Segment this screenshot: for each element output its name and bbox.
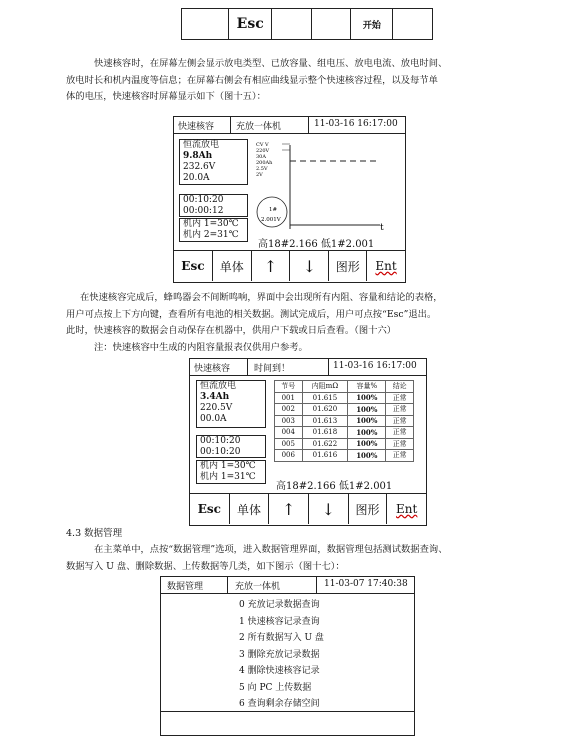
cell-conclusion: 正常: [386, 438, 414, 450]
cell-conclusion: 正常: [386, 427, 414, 439]
blank-key: [271, 9, 311, 40]
paragraph-results: [66, 290, 566, 356]
temp-box: [179, 218, 248, 242]
duration-time: 00:10:20: [200, 447, 241, 457]
cell-conclusion: 正常: [386, 404, 414, 416]
y-label: 200Ah: [256, 160, 273, 166]
data-management-screen: [160, 576, 415, 736]
cell-capacity: 100%: [348, 450, 386, 462]
mode-label: 快速核容: [194, 364, 231, 374]
screen-header: [174, 117, 405, 134]
cell-number: 1#: [269, 207, 278, 213]
menu-item-quick-test-records[interactable]: 1 快速核容记录查询: [239, 617, 320, 627]
cell-capacity: 100%: [348, 404, 386, 416]
menu-item-storage-space[interactable]: 6 查询剩余存储空间: [239, 699, 320, 709]
single-cell-key[interactable]: 单体: [230, 494, 270, 524]
single-cell-key[interactable]: 单体: [213, 251, 252, 281]
paragraph-quick-test: [66, 56, 566, 106]
quick-test-screen: [173, 116, 406, 283]
section-title: 数据管理: [84, 528, 123, 539]
y-label: 2.5V: [256, 166, 268, 172]
menu-item-delete-charge-records[interactable]: 3 删除充放记录数据: [239, 650, 320, 660]
voltage-value: 220.5V: [200, 403, 233, 413]
table-row[interactable]: [275, 392, 414, 404]
up-arrow-key[interactable]: ↑: [252, 251, 291, 281]
y-label: 220V: [256, 148, 270, 154]
top-button-row: [181, 8, 433, 40]
screen-header: [161, 577, 414, 594]
cell-resistance: 01.620: [302, 404, 348, 416]
down-arrow-key[interactable]: ↓: [309, 494, 349, 524]
time-box: [196, 435, 266, 458]
table-row[interactable]: [275, 415, 414, 427]
status-label: 时间到！: [254, 364, 291, 374]
x-axis-label: t: [380, 223, 384, 233]
cell-conclusion: 正常: [386, 450, 414, 462]
current-value: 00.0A: [200, 414, 227, 424]
cell-capacity: 100%: [348, 392, 386, 404]
paragraph-line: 在主菜单中，点按“数据管理”选项，进入数据管理界面，数据管理包括测试数据查询、: [94, 544, 448, 555]
start-key[interactable]: 开始: [351, 9, 393, 40]
elapsed-time: 00:10:20: [200, 436, 241, 446]
menu-item-delete-quick-test[interactable]: 4 删除快速核容记录: [239, 666, 320, 676]
battery-result-table: [274, 380, 414, 462]
blank-key: [393, 9, 433, 40]
discharge-chart: [254, 141, 382, 231]
paragraph-line: 在快速核容完成后，蜂鸣器会不间断鸣响，界面中会出现所有内阻、容量和结论的表格，: [80, 292, 443, 303]
discharge-type: 恒流放电: [183, 140, 220, 150]
graph-key[interactable]: 图形: [329, 251, 367, 281]
table-header-row: [275, 381, 414, 393]
elapsed-time: 00:10:20: [183, 195, 224, 205]
current-value: 20.0A: [183, 173, 210, 183]
min-max-readout: 高18#2.166 低1#2.001: [258, 239, 375, 250]
up-arrow-key[interactable]: ↑: [269, 494, 309, 524]
temp-1: 机内 1=30℃: [183, 219, 239, 229]
y-label: CV V: [256, 142, 269, 148]
cell-voltage: 2.001V: [261, 217, 281, 223]
cell-number: 005: [275, 438, 303, 450]
cell-resistance: 01.613: [302, 415, 348, 427]
cell-resistance: 01.616: [302, 450, 348, 462]
paragraph-line: 此时，快速核容的数据会自动保存在机器中，供用户下载或日后查看。（图十六）: [66, 325, 397, 336]
paragraph-line: 快速核容时，在屏幕左侧会显示放电类型、已放容量、组电压、放电电流、放电时间、: [94, 58, 448, 69]
cell-resistance: 01.618: [302, 427, 348, 439]
section-number: 4.3: [66, 528, 82, 539]
cell-number: 002: [275, 404, 303, 416]
cell-number: 003: [275, 415, 303, 427]
graph-key[interactable]: 图形: [349, 494, 388, 524]
datetime-label: 11-03-16 16:17:00: [333, 361, 417, 371]
menu-item-write-usb[interactable]: 2 所有数据写入 U 盘: [239, 633, 324, 643]
cell-resistance: 01.615: [302, 392, 348, 404]
cell-resistance: 01.622: [302, 438, 348, 450]
column-header: 容量%: [348, 381, 386, 393]
section-heading: [66, 525, 122, 539]
softkey-bar: [190, 493, 426, 524]
column-header: 内阻mΩ: [302, 381, 348, 393]
paragraph-line: 用户可点按上下方向键，查看所有电池的相关数据。测试完成后，用户可点按“Esc”退出。: [66, 308, 437, 320]
table-row[interactable]: [275, 438, 414, 450]
table-row[interactable]: [275, 450, 414, 462]
temp-2: 机内 1=31℃: [200, 472, 256, 482]
cell-number: 006: [275, 450, 303, 462]
paragraph-line: 数据写入 U 盘、删除数据、上传数据等几类，如下图示（图十七）：: [66, 560, 345, 572]
divider: [161, 711, 414, 712]
note-line: 注：快速核容中生成的内阻容量报表仅供用户参考。: [94, 341, 308, 353]
device-label: 充放一体机: [236, 122, 282, 132]
mode-label: 数据管理: [167, 582, 204, 592]
blank-key: [182, 9, 229, 40]
info-box: [196, 380, 266, 428]
column-header: 结论: [386, 381, 414, 393]
paragraph-line: 放电时长和机内温度等信息；在屏幕右侧会有相应曲线显示整个快速核容过程，以及每节单: [66, 74, 438, 86]
time-box: [179, 194, 248, 217]
cell-conclusion: 正常: [386, 415, 414, 427]
screen-header: [190, 359, 426, 376]
info-box: [179, 139, 248, 185]
cell-capacity: 100%: [348, 438, 386, 450]
temp-box: [196, 460, 266, 484]
column-header: 节号: [275, 381, 303, 393]
cell-number: 004: [275, 427, 303, 439]
cell-capacity: 100%: [348, 415, 386, 427]
esc-key[interactable]: Esc: [229, 9, 272, 40]
temp-1: 机内 1=30℃: [200, 461, 256, 471]
blank-key: [311, 9, 351, 40]
menu-item-upload-pc[interactable]: 5 向 PC 上传数据: [239, 683, 312, 693]
legend-ticks: [282, 144, 290, 150]
capacity-value: 3.4Ah: [200, 392, 230, 402]
softkey-bar: [174, 250, 405, 281]
table-row[interactable]: [275, 404, 414, 416]
cell-capacity: 100%: [348, 427, 386, 439]
cell-conclusion: 正常: [386, 392, 414, 404]
y-label: 30A: [256, 154, 266, 160]
min-max-readout: 高18#2.166 低1#2.001: [276, 481, 393, 492]
datetime-label: 11-03-07 17:40:38: [324, 579, 408, 589]
paragraph-data-management: [66, 542, 566, 575]
discharge-type: 恒流放电: [200, 381, 237, 391]
down-arrow-key[interactable]: ↓: [290, 251, 329, 281]
capacity-value: 9.8Ah: [183, 151, 213, 161]
temp-2: 机内 2=31℃: [183, 230, 239, 240]
mode-label: 快速核容: [178, 122, 215, 132]
quick-test-result-screen: [189, 358, 427, 526]
y-label: 2V: [256, 172, 263, 178]
device-label: 充放一体机: [235, 582, 281, 592]
cell-number: 001: [275, 392, 303, 404]
table-row[interactable]: [275, 427, 414, 439]
enter-key[interactable]: Ent: [396, 502, 418, 516]
datetime-label: 11-03-16 16:17:00: [314, 119, 398, 129]
menu-item-charge-records[interactable]: 0 充放记录数据查询: [239, 600, 320, 610]
enter-key[interactable]: Ent: [375, 259, 397, 273]
paragraph-line: 体的电压，快速核容时屏幕显示如下（图十五）：: [66, 91, 266, 102]
esc-key[interactable]: Esc: [174, 251, 213, 281]
duration-time: 00:00:12: [183, 206, 224, 216]
esc-key[interactable]: Esc: [190, 494, 230, 524]
voltage-value: 232.6V: [183, 162, 216, 172]
